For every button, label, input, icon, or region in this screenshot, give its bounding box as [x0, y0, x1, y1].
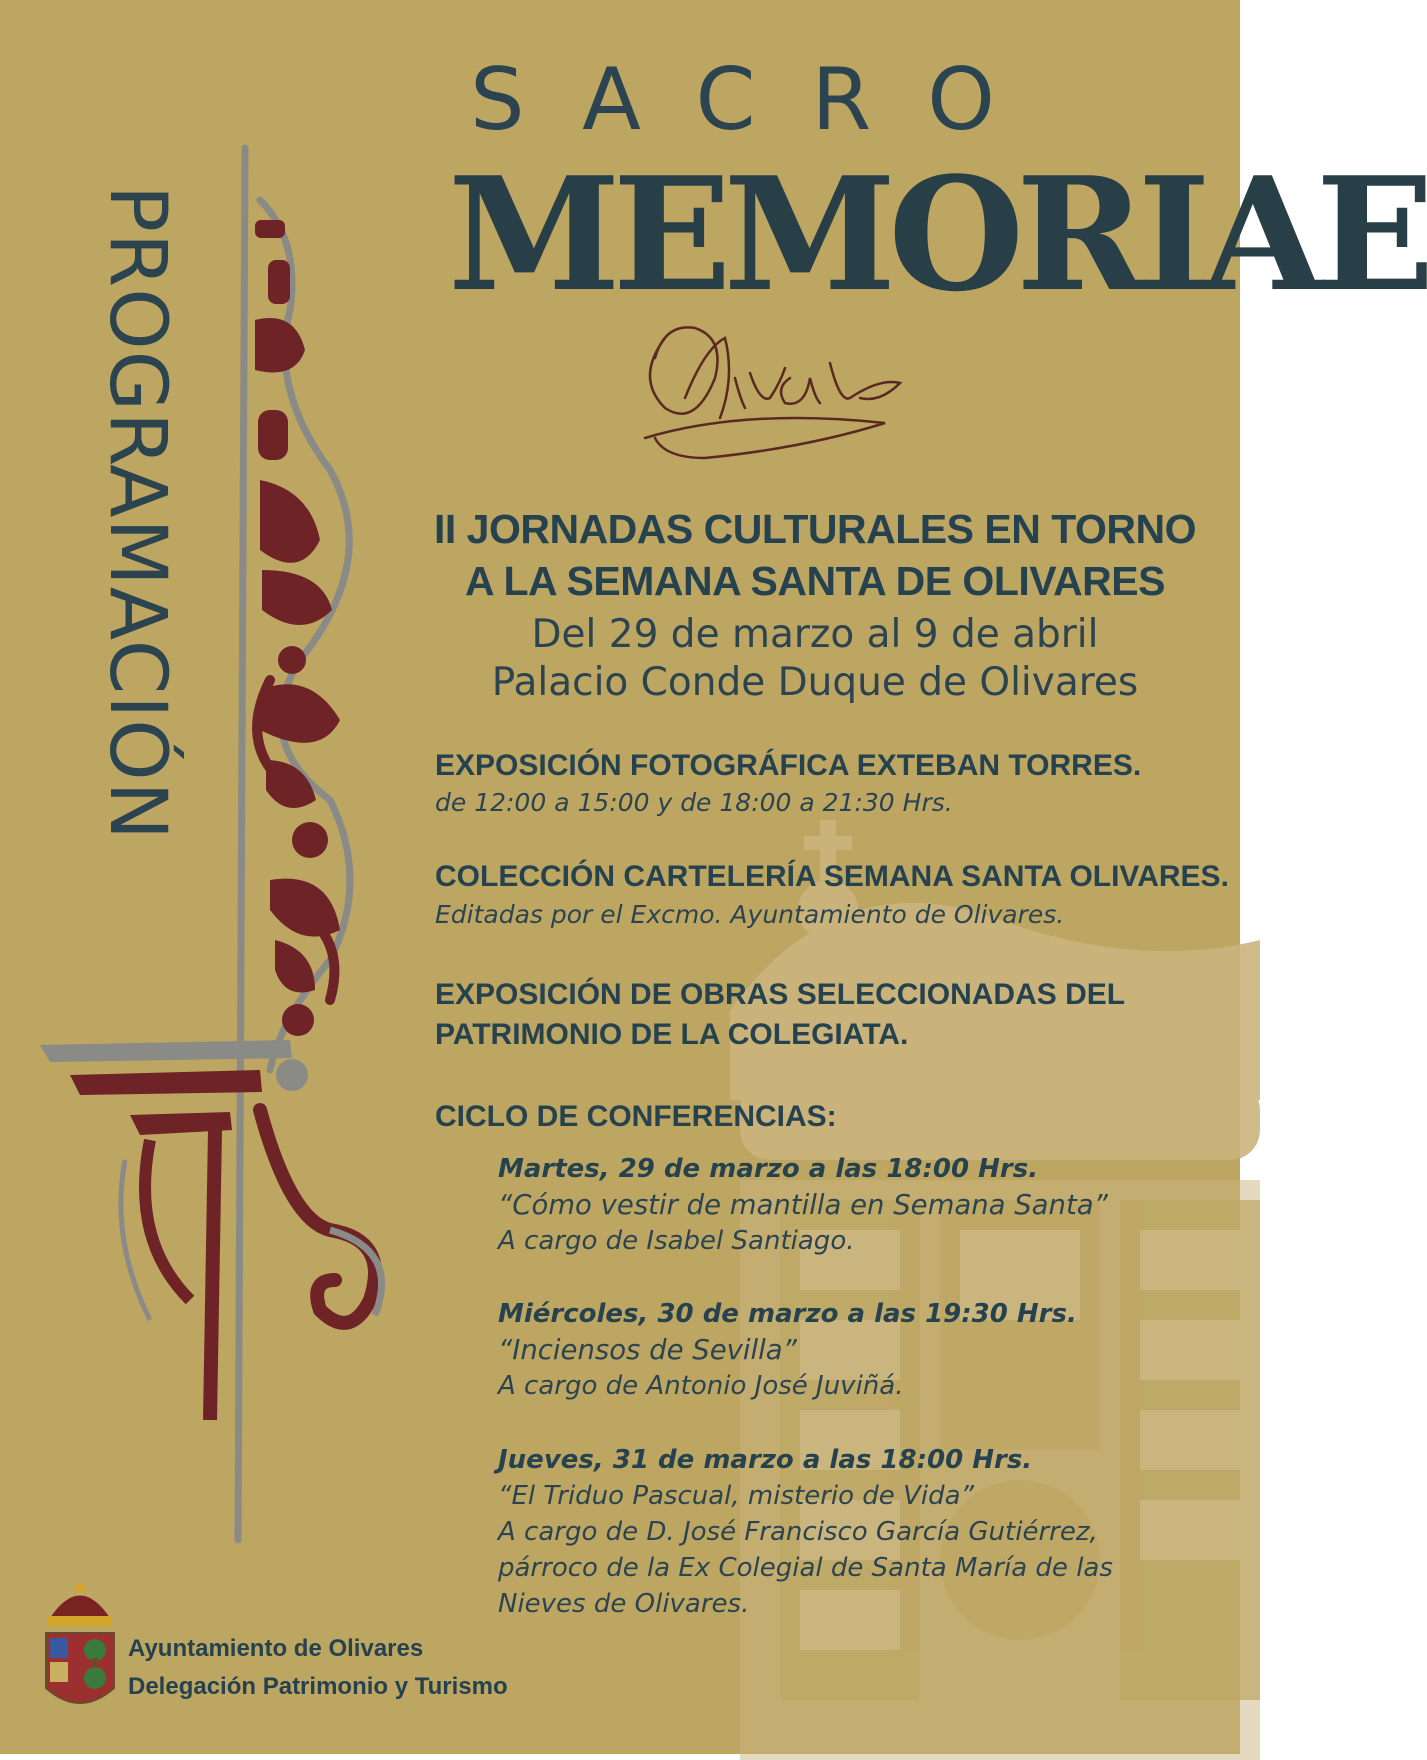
heading-line-1: II JORNADAS CULTURALES EN TORNO — [433, 506, 1197, 552]
section-posters-detail: Editadas por el Excmo. Ayuntamiento de Olivares. — [435, 900, 1065, 929]
sword-illustration — [30, 140, 430, 1550]
conference-date: Jueves, 31 de marzo a las 18:00 Hrs. — [498, 1445, 1033, 1475]
conference-item — [498, 1151, 1198, 1259]
section-heritage-title-line-2: PATRIMONIO DE LA COLEGIATA. — [435, 1018, 909, 1051]
section-conferences-title: CICLO DE CONFERENCIAS: — [435, 1100, 837, 1133]
conference-item — [498, 1442, 1198, 1622]
olivares-signature — [625, 318, 925, 478]
footer-department: Delegación Patrimonio y Turismo — [128, 1673, 508, 1700]
logo-sacro: SACRO — [470, 50, 1051, 150]
event-venue: Palacio Conde Duque de Olivares — [491, 660, 1139, 705]
conference-item — [498, 1296, 1198, 1404]
section-posters-title: COLECCIÓN CARTELERÍA SEMANA SANTA OLIVARES. — [435, 860, 1229, 893]
section-photo-exhibition-hours: de 12:00 a 15:00 y de 18:00 a 21:30 Hrs. — [435, 788, 953, 817]
heading-line-2: A LA SEMANA SANTA DE OLIVARES — [465, 558, 1165, 604]
conference-speaker: A cargo de Antonio José Juviñá. — [498, 1371, 904, 1401]
logo-memoriae: MEMORIAE — [448, 143, 1427, 326]
programacion-label: PROGRAMACIÓN — [92, 185, 182, 841]
conference-speaker-line-2: párroco de la Ex Colegial de Santa María de las — [498, 1553, 1113, 1583]
section-heritage-title-line-1: EXPOSICIÓN DE OBRAS SELECCIONADAS DEL — [435, 978, 1126, 1011]
conference-topic: “El Triduo Pascual, misterio de Vida” — [498, 1481, 974, 1511]
section-photo-exhibition-title: EXPOSICIÓN FOTOGRÁFICA EXTEBAN TORRES. — [435, 749, 1142, 782]
footer-town-hall: Ayuntamiento de Olivares — [128, 1635, 424, 1662]
town-coat-of-arms-icon — [40, 1578, 120, 1718]
conference-speaker-line-3: Nieves de Olivares. — [498, 1589, 750, 1619]
conference-speaker: A cargo de Isabel Santiago. — [498, 1226, 855, 1256]
conference-speaker-line-1: A cargo de D. José Francisco García Gutiérrez, — [498, 1517, 1098, 1547]
conference-date: Martes, 29 de marzo a las 18:00 Hrs. — [498, 1154, 1039, 1184]
conference-topic: “Cómo vestir de mantilla en Semana Santa” — [498, 1189, 1108, 1221]
event-dates: Del 29 de marzo al 9 de abril — [531, 612, 1099, 657]
conference-date: Miércoles, 30 de marzo a las 19:30 Hrs. — [498, 1299, 1077, 1329]
conference-topic: “Inciensos de Sevilla” — [498, 1334, 797, 1366]
event-heading — [430, 503, 1200, 607]
